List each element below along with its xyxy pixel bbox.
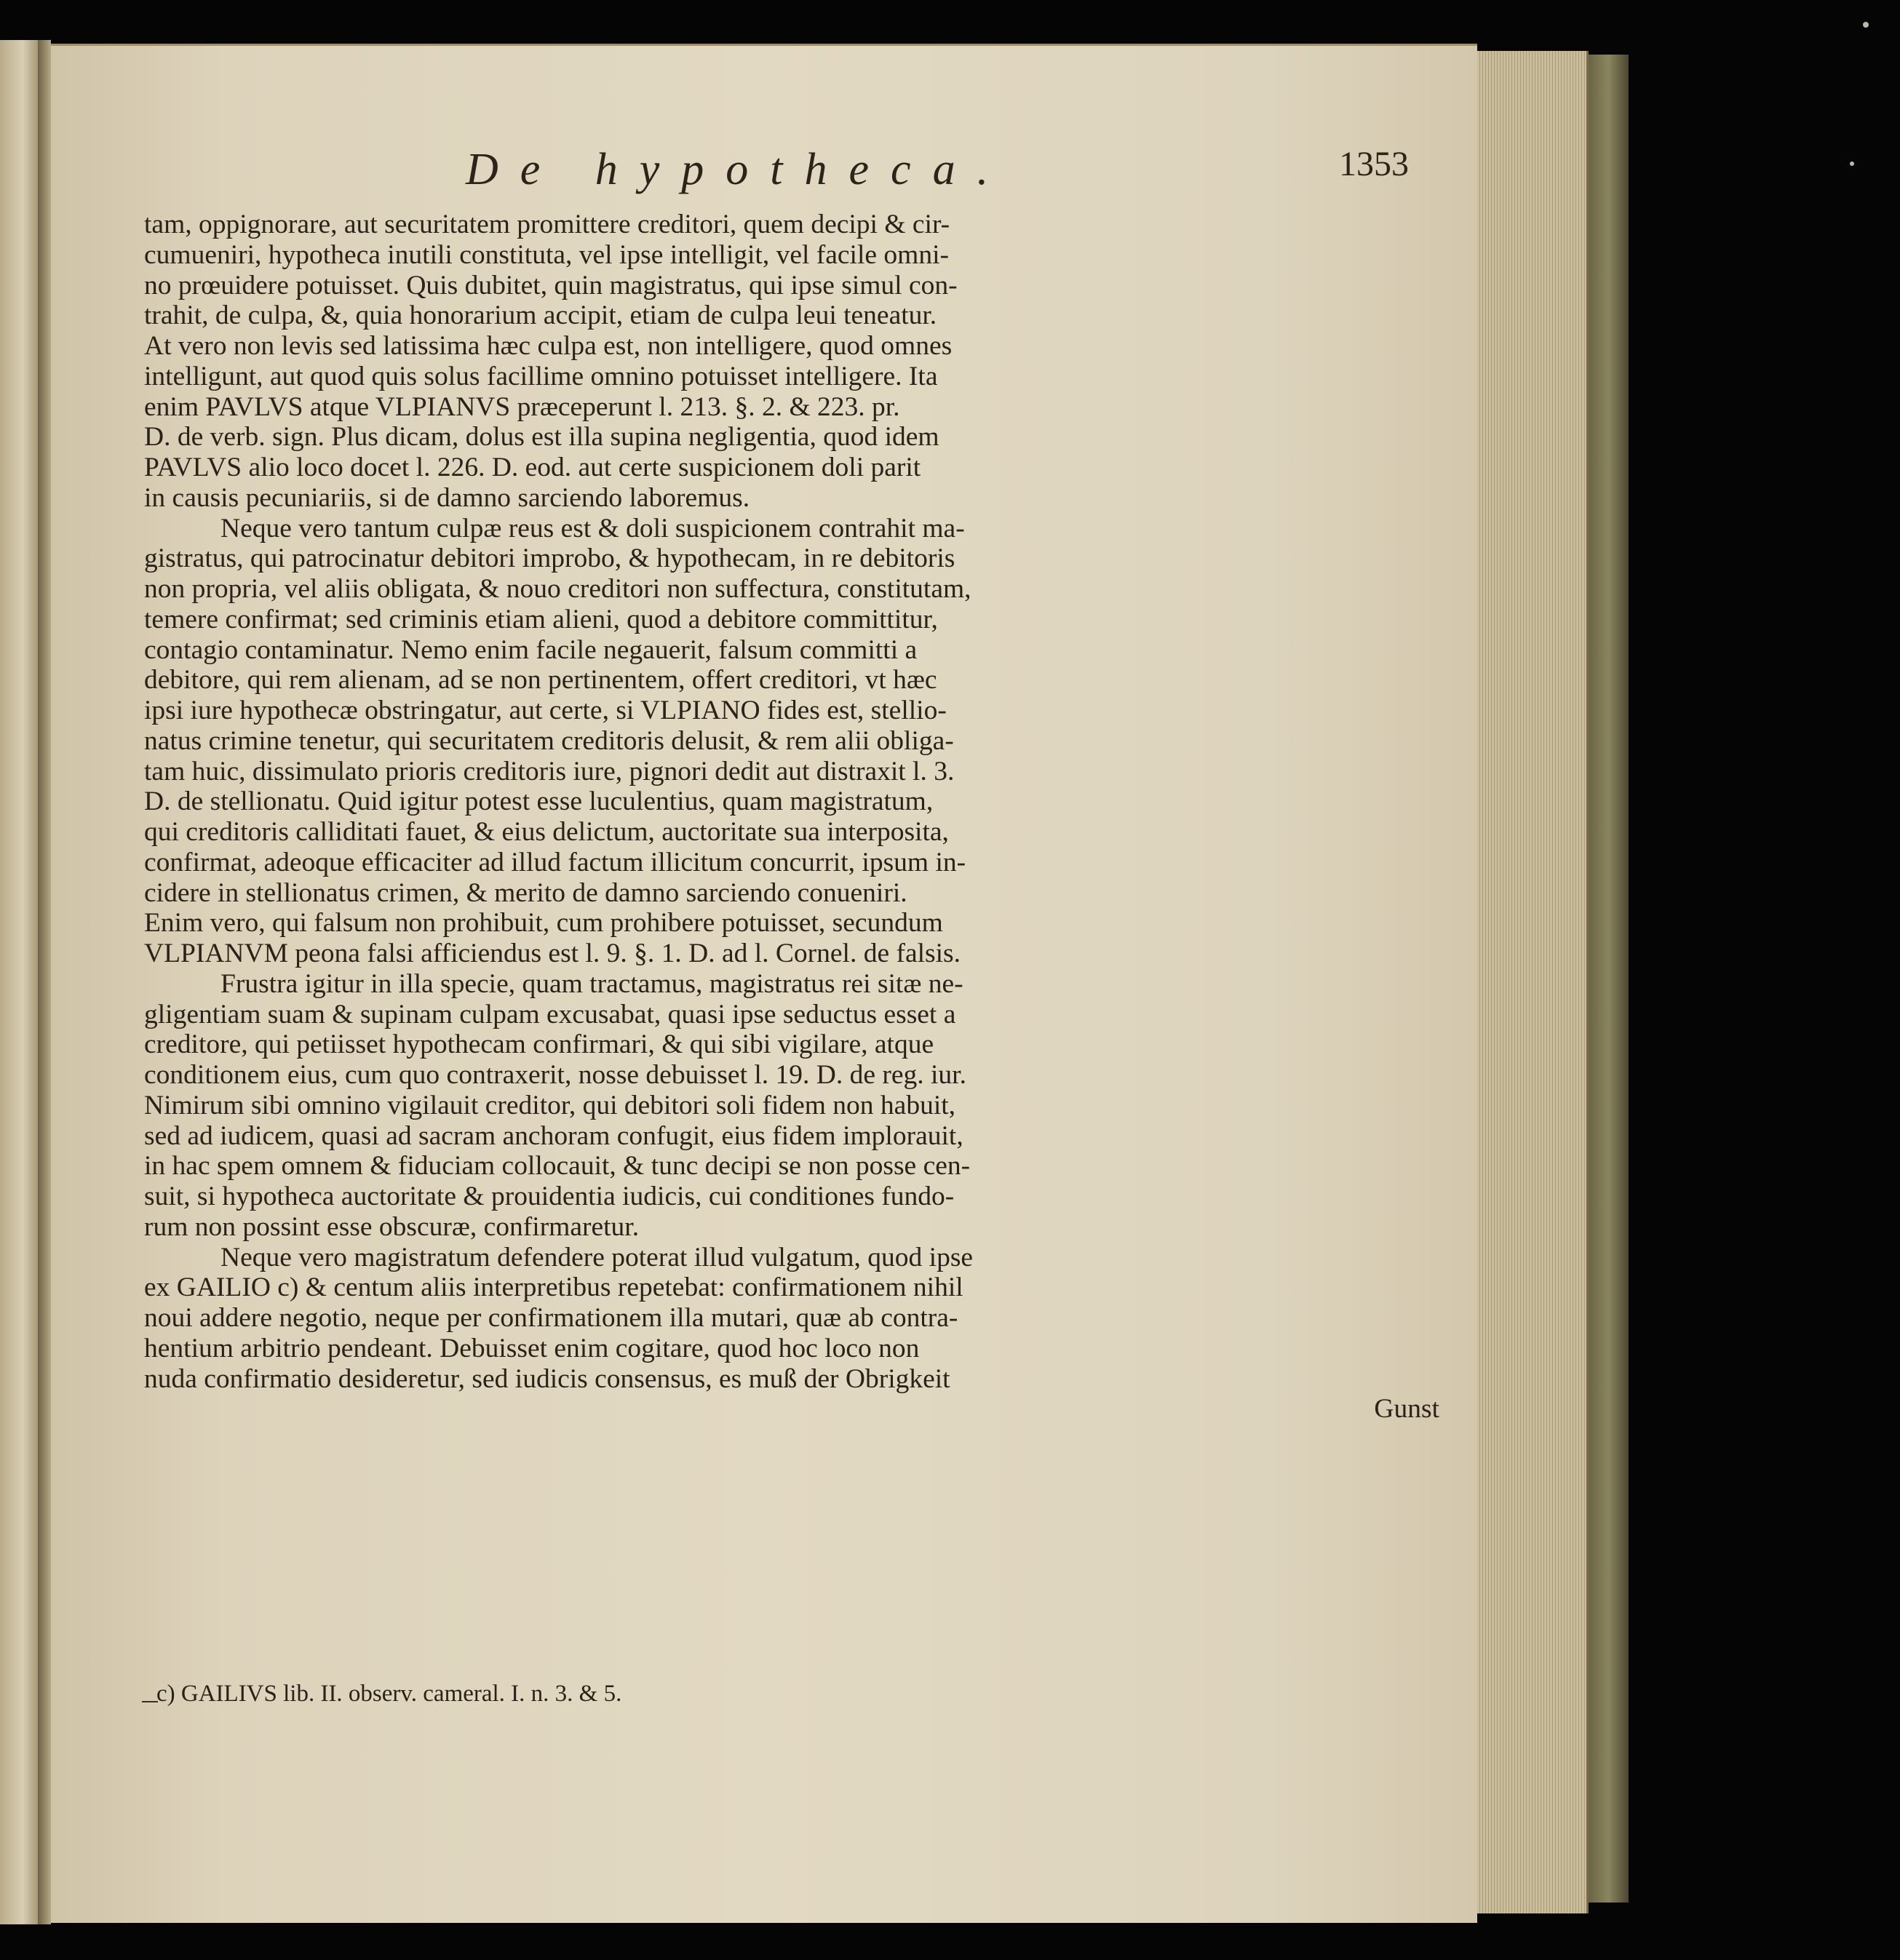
text-line: Neque vero magistratum defendere poterat illud vulgatum, quod ipse xyxy=(220,1242,974,1272)
text-line: Enim vero, qui falsum non prohibuit, cum prohibere potuisset, secundum xyxy=(144,908,943,939)
text-line: ipsi iure hypothecæ obstringatur, aut certe, si VLPIANO fides est, stellio- xyxy=(144,696,947,725)
footnote-rule xyxy=(142,1701,158,1702)
page-number: 1353 xyxy=(1339,145,1409,183)
text-line: in causis pecuniariis, si de damno sarciendo laboremus. xyxy=(144,482,750,513)
previous-page-edge xyxy=(0,40,39,1924)
text-line: gistratus, qui patrocinatur debitori improbo, & hypothecam, in re debitoris xyxy=(144,543,955,574)
text-line: debitore, qui rem alienam, ad se non pertinentem, offert creditori, vt hæc xyxy=(144,665,937,696)
text-line: enim PAVLVS atque VLPIANVS præceperunt l. 213. §. 2. & 223. pr. xyxy=(144,391,900,422)
text-line: intelligunt, aut quod quis solus facillime omnino potuisset intelligere. Ita xyxy=(144,361,938,391)
text-line: qui creditoris calliditati fauet, & eius delictum, auctoritate sua interposita, xyxy=(144,817,949,847)
text-line: trahit, de culpa, &, quia honorarium accipit, etiam de culpa leui teneatur. xyxy=(144,300,937,331)
text-line: suit, si hypotheca auctoritate & prouidentia iudicis, cui conditiones fundo- xyxy=(144,1182,955,1211)
text-line: VLPIANVM peona falsi afficiendus est l. 9. §. 1. D. ad l. Cornel. de falsis. xyxy=(144,939,961,968)
text-line: At vero non levis sed latissima hæc culpa est, non intelligere, quod omnes xyxy=(144,331,953,361)
text-line: nuda confirmatio desideretur, sed iudicis consensus, es muß der Obrigkeit xyxy=(144,1363,950,1394)
text-line: cidere in stellionatus crimen, & merito de damno sarciendo conueniri. xyxy=(144,877,907,908)
text-line: gligentiam suam & supinam culpam excusabat, quasi ipse seductus esset a xyxy=(144,999,956,1029)
text-line: contagio contaminatur. Nemo enim facile negauerit, falsum committi a xyxy=(144,634,918,665)
text-line: noui addere negotio, neque per confirmationem illa mutari, quæ ab contra- xyxy=(144,1303,958,1333)
text-line: Neque vero tantum culpæ reus est & doli suspicionem contrahit ma- xyxy=(220,513,965,543)
dust-speck xyxy=(1863,22,1869,28)
text-line: temere confirmat; sed criminis etiam alieni, quod a debitore committitur, xyxy=(144,604,938,634)
dust-speck xyxy=(1850,162,1854,166)
footnote: c) GAILIVS lib. II. observ. cameral. I. n. 3. & 5. xyxy=(156,1681,622,1707)
page-edges xyxy=(1477,51,1589,1913)
catchword: Gunst xyxy=(1374,1394,1439,1425)
text-line: Frustra igitur in illa specie, quam tractamus, magistratus rei sitæ ne- xyxy=(220,968,963,999)
text-line: non propria, vel aliis obligata, & nouo creditori non suffectura, constitutam, xyxy=(144,574,971,604)
text-line: tam huic, dissimulato prioris creditoris iure, pignori dedit aut distraxit l. 3. xyxy=(144,756,955,786)
text-line: Nimirum sibi omnino vigilauit creditor, qui debitori soli fidem non habuit, xyxy=(144,1090,956,1120)
text-line: no prœuidere potuisset. Quis dubitet, quin magistratus, qui ipse simul con- xyxy=(144,270,958,300)
text-line: hentium arbitrio pendeant. Debuisset enim cogitare, quod hoc loco non xyxy=(144,1333,920,1363)
book-gutter xyxy=(38,40,51,1924)
body-text xyxy=(144,210,1439,1425)
text-line: cumueniri, hypotheca inutili constituta, vel ipse intelligit, vel facile omni- xyxy=(144,239,949,270)
text-line: ex GAILIO c) & centum aliis interpretibus repetebat: confirmationem nihil xyxy=(144,1272,963,1303)
text-line: D. de stellionatu. Quid igitur potest esse luculentius, quam magistratum, xyxy=(144,786,934,817)
text-line: natus crimine tenetur, qui securitatem creditoris delusit, & rem alii obliga- xyxy=(144,725,954,756)
text-line: confirmat, adeoque efficaciter ad illud factum illicitum concurrit, ipsum in- xyxy=(144,847,966,877)
text-line: in hac spem omnem & fiduciam collocauit, & tunc decipi se non posse cen- xyxy=(144,1151,971,1182)
text-line: D. de verb. sign. Plus dicam, dolus est illa supina negligentia, quod idem xyxy=(144,422,939,453)
text-line: PAVLVS alio loco docet l. 226. D. eod. aut certe suspicionem doli parit xyxy=(144,453,921,482)
text-line: sed ad iudicem, quasi ad sacram anchoram confugit, eius fidem implorauit, xyxy=(144,1120,963,1151)
text-line: tam, oppignorare, aut securitatem promittere creditori, quem decipi & cir- xyxy=(144,210,950,239)
text-line: rum non possint esse obscuræ, confirmaretur. xyxy=(144,1211,640,1242)
text-line: creditore, qui petiisset hypothecam confirmari, & qui sibi vigilare, atque xyxy=(144,1029,934,1060)
book-cover xyxy=(1589,55,1629,1903)
running-header: De hypotheca. xyxy=(466,145,1011,194)
text-line: conditionem eius, cum quo contraxerit, nosse debuisset l. 19. D. de reg. iur. xyxy=(144,1060,966,1090)
